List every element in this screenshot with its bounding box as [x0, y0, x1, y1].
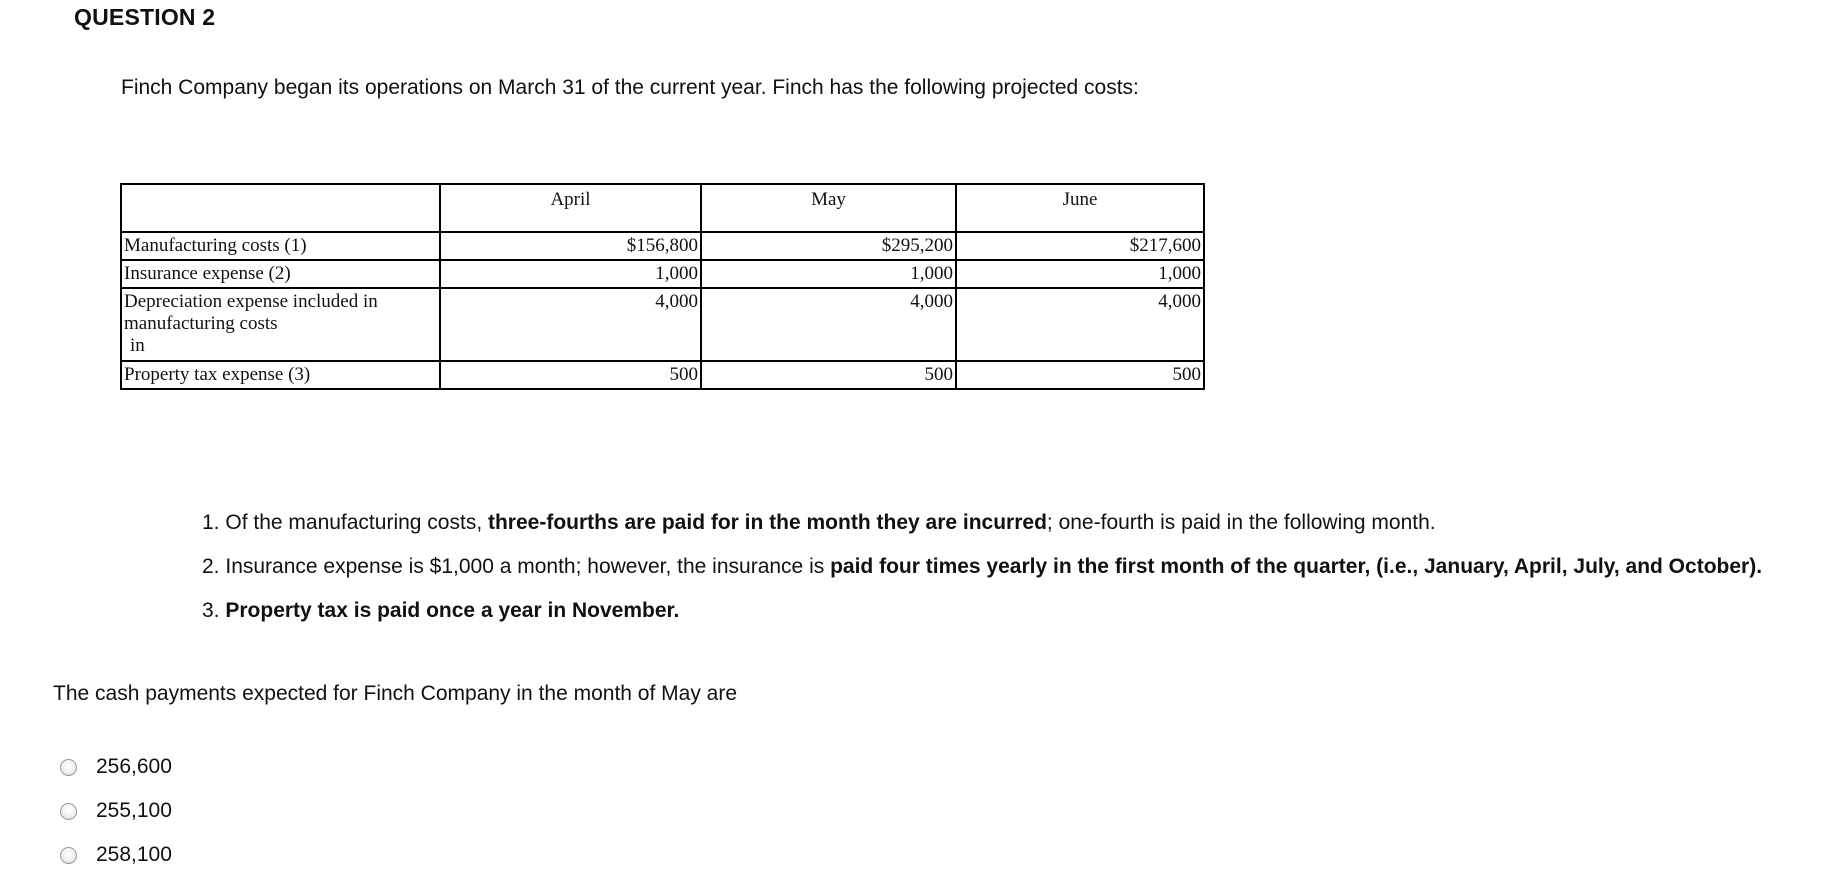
table-header-row	[121, 184, 1204, 232]
cell-may: 1,000	[701, 260, 956, 288]
answer-label: 258,100	[96, 843, 172, 866]
table-row	[121, 361, 1204, 389]
note-emphasis: paid four times yearly in the first month of the quarter, (i.e., January, April, July, and October).	[830, 555, 1763, 578]
cell-april: $156,800	[440, 232, 701, 260]
cell-june: $217,600	[956, 232, 1204, 260]
note-text: Of the manufacturing costs,	[225, 511, 488, 534]
question-intro: Finch Company began its operations on March 31 of the current year. Finch has the following projected costs:	[121, 76, 1139, 99]
answer-option[interactable]	[60, 833, 172, 877]
notes-list	[202, 508, 1762, 640]
cell-april: 1,000	[440, 260, 701, 288]
answer-options	[60, 745, 172, 877]
note-text-end: ; one-fourth is paid in the following month.	[1046, 511, 1436, 534]
row-label: Insurance expense (2)	[121, 260, 440, 288]
table-header-april: April	[440, 184, 701, 232]
cell-june: 4,000	[956, 288, 1204, 361]
answer-option[interactable]	[60, 789, 172, 833]
answer-label: 256,600	[96, 755, 172, 778]
cell-june: 500	[956, 361, 1204, 389]
cell-may: 500	[701, 361, 956, 389]
table-row	[121, 288, 1204, 361]
answer-label: 255,100	[96, 799, 172, 822]
table-header-blank	[121, 184, 440, 232]
note-emphasis: Property tax is paid once a year in November.	[225, 599, 680, 622]
cell-may: 4,000	[701, 288, 956, 361]
cell-april: 500	[440, 361, 701, 389]
projected-costs-table	[120, 183, 1205, 390]
answer-option[interactable]	[60, 745, 172, 789]
note-number: 3.	[202, 599, 220, 622]
row-label: Manufacturing costs (1)	[121, 232, 440, 260]
cell-april: 4,000	[440, 288, 701, 361]
note-item	[202, 552, 1762, 581]
table-row	[121, 232, 1204, 260]
row-label: Depreciation expense included in manufacturing costs	[124, 291, 378, 334]
question-header: QUESTION 2	[74, 4, 216, 30]
table-header-june: June	[956, 184, 1204, 232]
cell-june: 1,000	[956, 260, 1204, 288]
row-label-cell	[121, 288, 440, 361]
row-label-suffix: in	[130, 335, 145, 356]
note-number: 2.	[202, 555, 220, 578]
radio-button[interactable]	[60, 803, 77, 820]
table-row	[121, 260, 1204, 288]
radio-button[interactable]	[60, 847, 77, 864]
radio-button[interactable]	[60, 759, 77, 776]
note-item	[202, 508, 1762, 537]
note-item	[202, 596, 1762, 625]
table-header-may: May	[701, 184, 956, 232]
note-emphasis: three-fourths are paid for in the month they are incurred	[487, 511, 1047, 534]
note-number: 1.	[202, 511, 220, 534]
cell-may: $295,200	[701, 232, 956, 260]
note-text: Insurance expense is $1,000 a month; however, the insurance is	[225, 555, 831, 578]
question-prompt: The cash payments expected for Finch Company in the month of May are	[53, 682, 738, 705]
row-label: Property tax expense (3)	[121, 361, 440, 389]
